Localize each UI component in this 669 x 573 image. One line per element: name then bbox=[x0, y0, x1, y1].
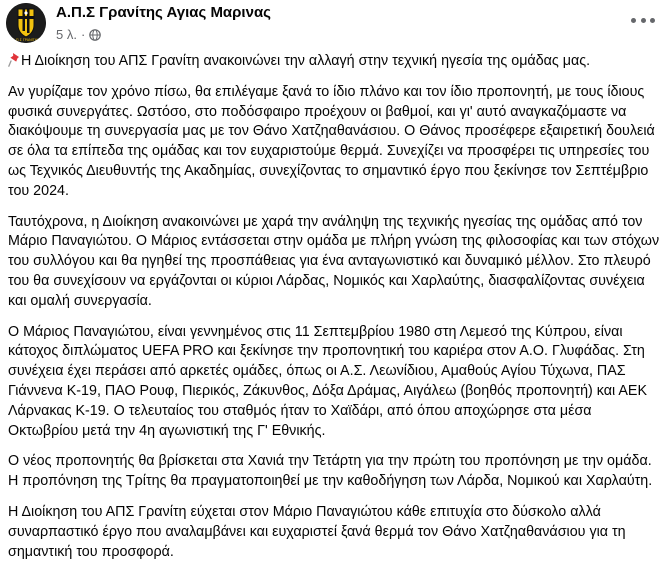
club-crest-icon bbox=[6, 3, 46, 43]
post-paragraph bbox=[8, 52, 663, 72]
more-dot-icon bbox=[631, 18, 636, 23]
post-timestamp[interactable]: 5 λ. bbox=[56, 27, 77, 42]
logo-text: Α.Π.Σ ΓΡΑΝΙΤΗΣ bbox=[12, 38, 40, 42]
more-dot-icon bbox=[641, 18, 646, 23]
post-paragraph: Ο Μάριος Παναγιώτου, είναι γεννημένος στις 11 Σεπτεμβρίου 1980 στη Λεμεσό της Κύπρου, είναι κάτοχος διπλώματος UEFA PRO και ξεκίνησε την προπονητική του καριέρα στον Α.Ο. Γλυφάδας. Στη συνέχεια έχει περάσει από αρκετές ομάδες, όπως οι Α.Σ. Λεωνίδιου, Αμαθούς Αγίου Τύχωνα, ΠΑΣ Γιάννενα Κ-19, ΠΑΟ Ρουφ, Πιερικός, Ζάκυνθος, Δόξα Δράμας, Αιγάλεω (βοηθός προπονητή) και ΑΕΚ Λάρνακας Κ-19. Ο τελευταίος του σταθμός ήταν το Χαϊδάρι, από όπου αποχώρησε στα μέσα Οκτωβρίου μετά την 4η αγωνιστική της Γ' Εθνικής. bbox=[8, 323, 647, 439]
post-header bbox=[0, 0, 669, 52]
post-body bbox=[8, 52, 663, 573]
more-options-button[interactable] bbox=[631, 10, 655, 30]
post-paragraph: Η Διοίκηση του ΑΠΣ Γρανίτη εύχεται στον Μάριο Παναγιώτου κάθε επιτυχία στο δύσκολο αλλά συναρπαστικό έργο που αναλαμβάνει και ευχαριστεί ξανά θερμά τον Θάνο Χατζηαθανάσιου για τη σημαντική του προσφορά. bbox=[8, 503, 626, 560]
post-paragraph: Αν γυρίζαμε τον χρόνο πίσω, θα επιλέγαμε ξανά το ίδιο πλάνο και τον ίδιο προπονητή, με τους ίδιους φυσικά συνεργάτες. Ωστόσο, στο ποδόσφαιρο προέχουν οι βαθμοί, και γι' αυτό αναγκαζόμαστε να διακόψουμε τη συνεργασία μας με τον Θάνο Χατζηαθανάσιου. Ο Θάνος προσέφερε εξαιρετική δουλειά σε όλα τα επίπεδα της ομάδας και τον ευχαριστούμε θερμά. Συνεχίζει να προσφέρει τις υπηρεσίες του ως Τεχνικός Διευθυντής της Ακαδημίας, συνεχίζοντας το σημαντικό έργο που ξεκίνησε τον Σεπτέμβριο του 2024. bbox=[8, 83, 655, 199]
globe-icon[interactable] bbox=[89, 29, 101, 41]
post-meta bbox=[56, 27, 101, 42]
post-author-name[interactable]: Α.Π.Σ Γρανίτης Αγιας Μαρινας bbox=[56, 4, 271, 21]
more-dot-icon bbox=[650, 18, 655, 23]
post-paragraph-text: Η Διοίκηση του ΑΠΣ Γρανίτη ανακοινώνει την αλλαγή στην τεχνική ηγεσία της ομάδας μας. bbox=[21, 53, 591, 69]
post-paragraph: Ταυτόχρονα, η Διοίκηση ανακοινώνει με χαρά την ανάληψη της τεχνικής ηγεσίας της ομάδας από τον Μάριο Παναγιώτου. Ο Μάριος εντάσσεται στην ομάδα με πλήρη γνώση της φιλοσοφίας και των στόχων του συλλόγου και θα ηγηθεί της προσπάθειας για ένα ανταγωνιστικό και δυναμικό μέλλον. Στο πλευρό του θα συνεχίσουν να εργάζονται οι κύριοι Λάρδας, Νομικός και Χαρλαύτης, διασφαλίζοντας συνέχεια και ομαλή συνεργασία. bbox=[8, 213, 660, 309]
club-logo-avatar[interactable] bbox=[6, 3, 46, 43]
meta-separator: · bbox=[80, 27, 86, 42]
pushpin-icon bbox=[8, 52, 20, 67]
post-paragraph: Ο νέος προπονητής θα βρίσκεται στα Χανιά την Τετάρτη για την πρώτη του προπόνηση με την ομάδα. Η προπόνηση της Τρίτης θα πραγματοποιηθεί με την καθοδήγηση των Λάρδα, Νομικού και Χαρλαύτη. bbox=[8, 453, 653, 490]
